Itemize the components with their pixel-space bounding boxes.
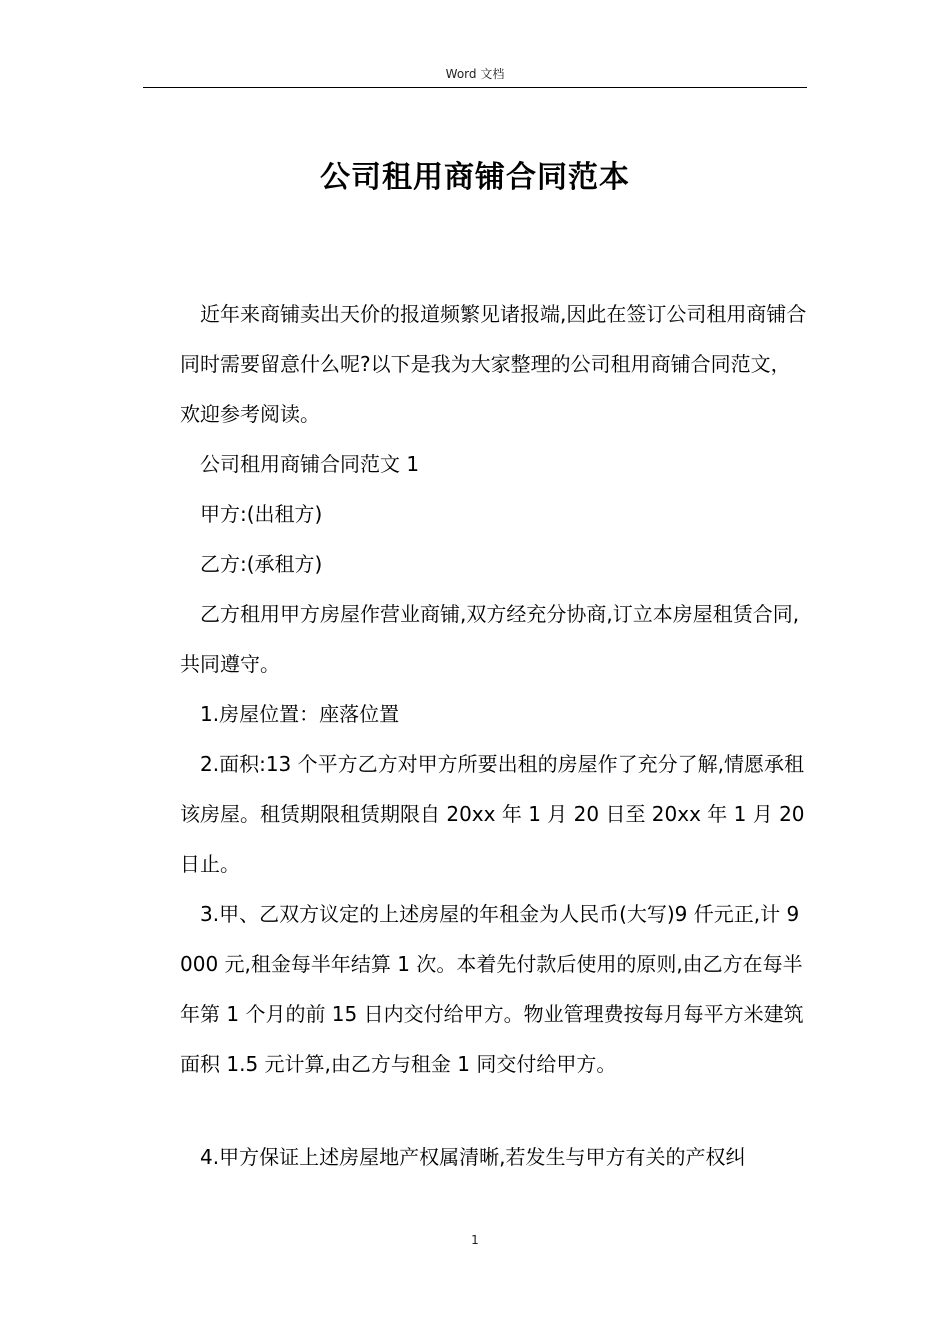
paragraph-clause-2: 2.面积:13 个平方乙方对甲方所要出租的房屋作了充分了解,情愿承租该房屋。租赁期限租赁期限自 20xx 年 1 月 20 日至 20xx 年 1 月 20 日止。 bbox=[180, 752, 805, 876]
document-title: 公司租用商铺合同范本 bbox=[320, 160, 630, 195]
paragraph-contract-heading: 公司租用商铺合同范文 1 bbox=[200, 452, 420, 476]
paragraph-clause-1: 1.房屋位置：座落位置 bbox=[200, 702, 400, 726]
header-divider bbox=[143, 87, 807, 88]
paragraph-preamble: 乙方租用甲方房屋作营业商铺,双方经充分协商,订立本房屋租赁合同,共同遵守。 bbox=[180, 602, 800, 676]
page-number: 1 bbox=[471, 1233, 479, 1247]
paragraph-clause-4: 4.甲方保证上述房屋地产权属清晰,若发生与甲方有关的产权纠 bbox=[200, 1145, 746, 1169]
document-body bbox=[180, 289, 810, 1182]
page-header: Word 文档 bbox=[445, 67, 505, 81]
paragraph-intro: 近年来商铺卖出天价的报道频繁见诸报端,因此在签订公司租用商铺合同时需要留意什么呢?以下是我为大家整理的公司租用商铺合同范文，欢迎参考阅读。 bbox=[180, 302, 807, 426]
paragraph-party-b: 乙方:(承租方) bbox=[200, 552, 323, 576]
paragraph-clause-3: 3.甲、乙双方议定的上述房屋的年租金为人民币(大写)9 仟元正,计 9000 元,租金每半年结算 1 次。本着先付款后使用的原则,由乙方在每半年第 1 个月的前 15 日内交付给甲方。物业管理费按每月每平方米建筑面积 1.5 元计算,由乙方与租金 1 同交付给甲方。 bbox=[180, 902, 804, 1076]
paragraph-party-a: 甲方:(出租方) bbox=[200, 502, 323, 526]
